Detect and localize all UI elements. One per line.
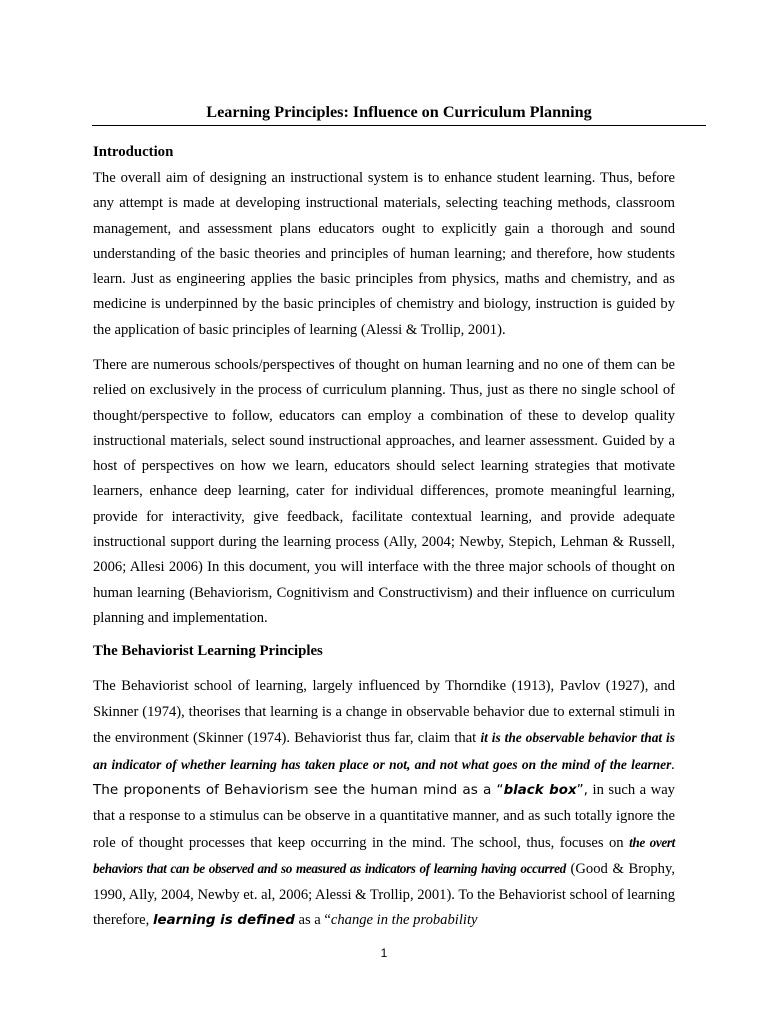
page-number: 1	[380, 946, 388, 960]
introduction-paragraph-1: The overall aim of designing an instructional system is to enhance student learning. Thus, before any attempt is made at developing instructional materials, selecting teaching methods, classroom management, and assessment plans educators ought to explicitly gain a thorough and sound understanding of the basic theories and principles of human learning; and therefore, how students learn. Just as engineering applies the basic principles from physics, maths and chemistry, and as medicine is underpinned by the basic principles of chemistry and biology, instruction is guided by the application of basic principles of learning (Alessi & Trollip, 2001).	[93, 170, 675, 338]
emphasis-observable-behavior: it is the observable behavior that is an indicator of whether learning has taken place or not, and not what goes on the mind of the learner	[93, 730, 675, 772]
introduction-heading: Introduction	[93, 144, 174, 160]
behaviorist-heading: The Behaviorist Learning Principles	[93, 643, 323, 659]
introduction-paragraph-2: There are numerous schools/perspectives of thought on human learning and no one of them can be relied on exclusively in the process of curriculum planning. Thus, just as there no single school of thought/perspective to follow, educators can employ a combination of these to develop quality instructional materials, select sound instructional approaches, and learner assessment. Guided by a host of perspectives on how we learn, educators should select learning strategies that motivate learners, enhance deep learning, cater for individual differences, promote meaningful learning, provide for interactivity, give feedback, facilitate contextual learning, and provide adequate instructional support during the learning process (Ally, 2004; Newby, Stepich, Lehman & Russell, 2006; Allesi 2006) In this document, you will interface with the three major schools of thought on human learning (Behaviorism, Cognitivism and Constructivism) and their influence on curriculum planning and implementation.	[93, 357, 675, 626]
behaviorist-text-7: as a “	[294, 912, 331, 929]
behaviorist-text-6: (Good & Brophy, 1990, Ally, 2004, Newby et. al, 2006; Alessi & Trollip, 2001). To the Behaviorist school of learning therefore,	[93, 861, 675, 929]
behaviorist-text-3: The proponents of Behaviorism see the human mind as a “	[93, 782, 504, 799]
behaviorist-text-5: in such a way that a response to a stimulus can be observe in a quantitative manner, and as such totally ignore the role of thought processes that keep occurring in the mind. The school, thus, focuses on	[93, 782, 675, 851]
behaviorist-paragraph	[93, 674, 675, 934]
emphasis-black-box: black box	[503, 783, 577, 799]
behaviorist-text-2: .	[671, 756, 675, 773]
emphasis-overt-behaviors: the overt behaviors that can be observed and so measured as indicators of learning having occurred	[93, 834, 675, 877]
behaviorist-text-1: The Behaviorist school of learning, largely influenced by Thorndike (1913), Pavlov (1927), and Skinner (1974), theorises that learning is a change in observable behavior due to external stimuli in the environment (Skinner (1974). Behaviorist thus far, claim that	[93, 678, 675, 747]
emphasis-learning-defined: learning is defined	[152, 913, 295, 929]
emphasis-change-probability: change in the probability	[330, 912, 478, 929]
title-underline	[92, 125, 706, 126]
document-title: Learning Principles: Influence on Curriculum Planning	[206, 103, 592, 121]
behaviorist-text-4: ”,	[576, 782, 588, 799]
